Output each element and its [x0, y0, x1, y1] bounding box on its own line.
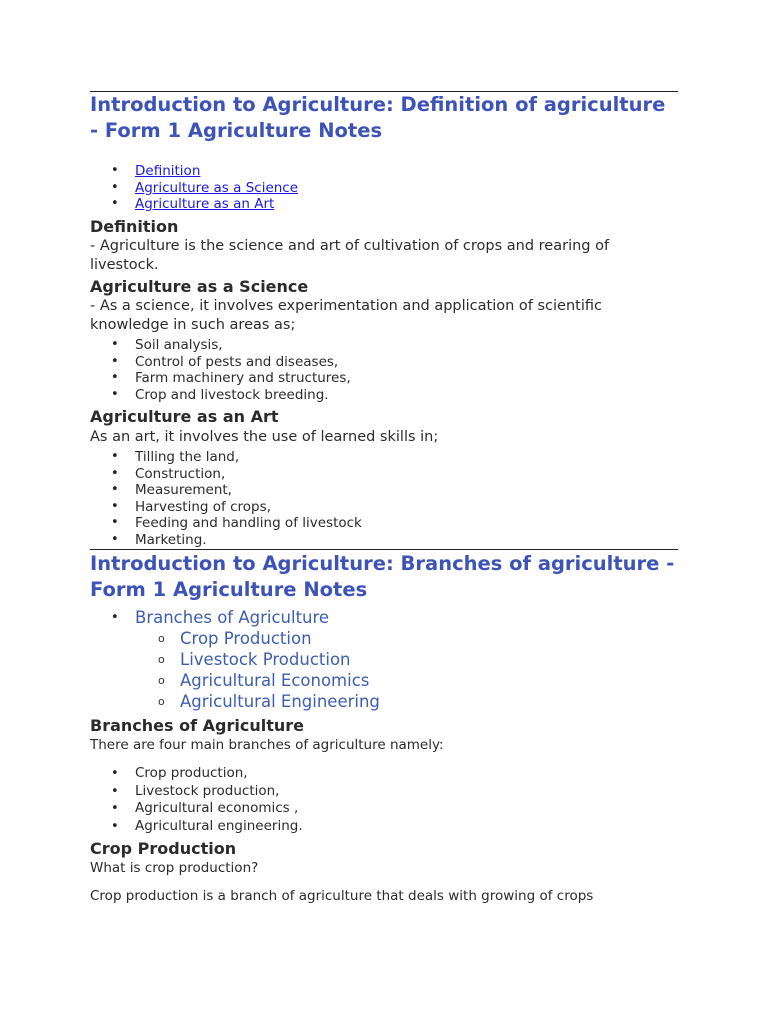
toc-link-art[interactable]: Agriculture as an Art — [135, 196, 275, 212]
branches-heading: Branches of Agriculture — [90, 716, 304, 735]
list-item: • Tilling the land, — [90, 449, 678, 466]
list-item: • Soil analysis, — [90, 337, 678, 354]
toc-link-definition[interactable]: Definition — [135, 163, 201, 179]
branches-nav — [90, 607, 678, 712]
subnav-item[interactable]: o Agricultural Engineering — [135, 691, 678, 712]
definition-text: - Agriculture is the science and art of cultivation of crops and rearing of livestock. — [90, 238, 610, 273]
list-item: • Livestock production, — [90, 783, 678, 801]
list-item: • Feeding and handling of livestock — [90, 515, 678, 532]
nav-item-branches[interactable] — [90, 607, 678, 712]
toc-item[interactable] — [90, 180, 678, 197]
crop-question: What is crop production? — [90, 860, 259, 876]
branches-subnav — [135, 628, 678, 712]
list-item: • Construction, — [90, 466, 678, 483]
art-list — [90, 449, 678, 549]
art-heading: Agriculture as an Art — [90, 407, 279, 426]
subnav-item[interactable]: o Livestock Production — [135, 649, 678, 670]
list-item: • Harvesting of crops, — [90, 499, 678, 516]
toc-link-science[interactable]: Agriculture as a Science — [135, 179, 299, 196]
subnav-item[interactable]: o Agricultural Economics — [135, 670, 678, 691]
list-item: • Agricultural economics , — [90, 800, 678, 818]
crop-heading: Crop Production — [90, 839, 237, 858]
list-item: • Crop and livestock breeding. — [90, 387, 678, 404]
science-heading: Agriculture as a Science — [90, 277, 309, 296]
list-item: • Agricultural engineering. — [90, 818, 678, 836]
toc-item[interactable] — [90, 196, 678, 213]
section2-title: Introduction to Agriculture: Branches of agriculture - Form 1 Agriculture Notes — [90, 552, 675, 601]
science-text: - As a science, it involves experimentation and application of scientific knowledge in such areas as; — [90, 298, 602, 333]
nav-item-label[interactable]: Branches of Agriculture — [135, 608, 330, 627]
science-list — [90, 337, 678, 403]
section1-title: Introduction to Agriculture: Definition of agriculture - Form 1 Agriculture Notes — [90, 93, 666, 142]
art-text: As an art, it involves the use of learned skills in; — [90, 429, 439, 445]
crop-answer: Crop production is a branch of agriculture that deals with growing of crops — [90, 888, 594, 904]
table-of-contents — [90, 163, 678, 213]
branches-text: There are four main branches of agriculture namely: — [90, 737, 444, 753]
section-divider — [90, 549, 678, 550]
toc-item[interactable] — [90, 163, 678, 180]
list-item: • Farm machinery and structures, — [90, 370, 678, 387]
branches-list — [90, 765, 678, 835]
list-item: • Control of pests and diseases, — [90, 354, 678, 371]
subnav-item[interactable]: o Crop Production — [135, 628, 678, 649]
definition-heading: Definition — [90, 217, 179, 236]
list-item: • Marketing. — [90, 532, 678, 549]
list-item: • Measurement, — [90, 482, 678, 499]
list-item: • Crop production, — [90, 765, 678, 783]
